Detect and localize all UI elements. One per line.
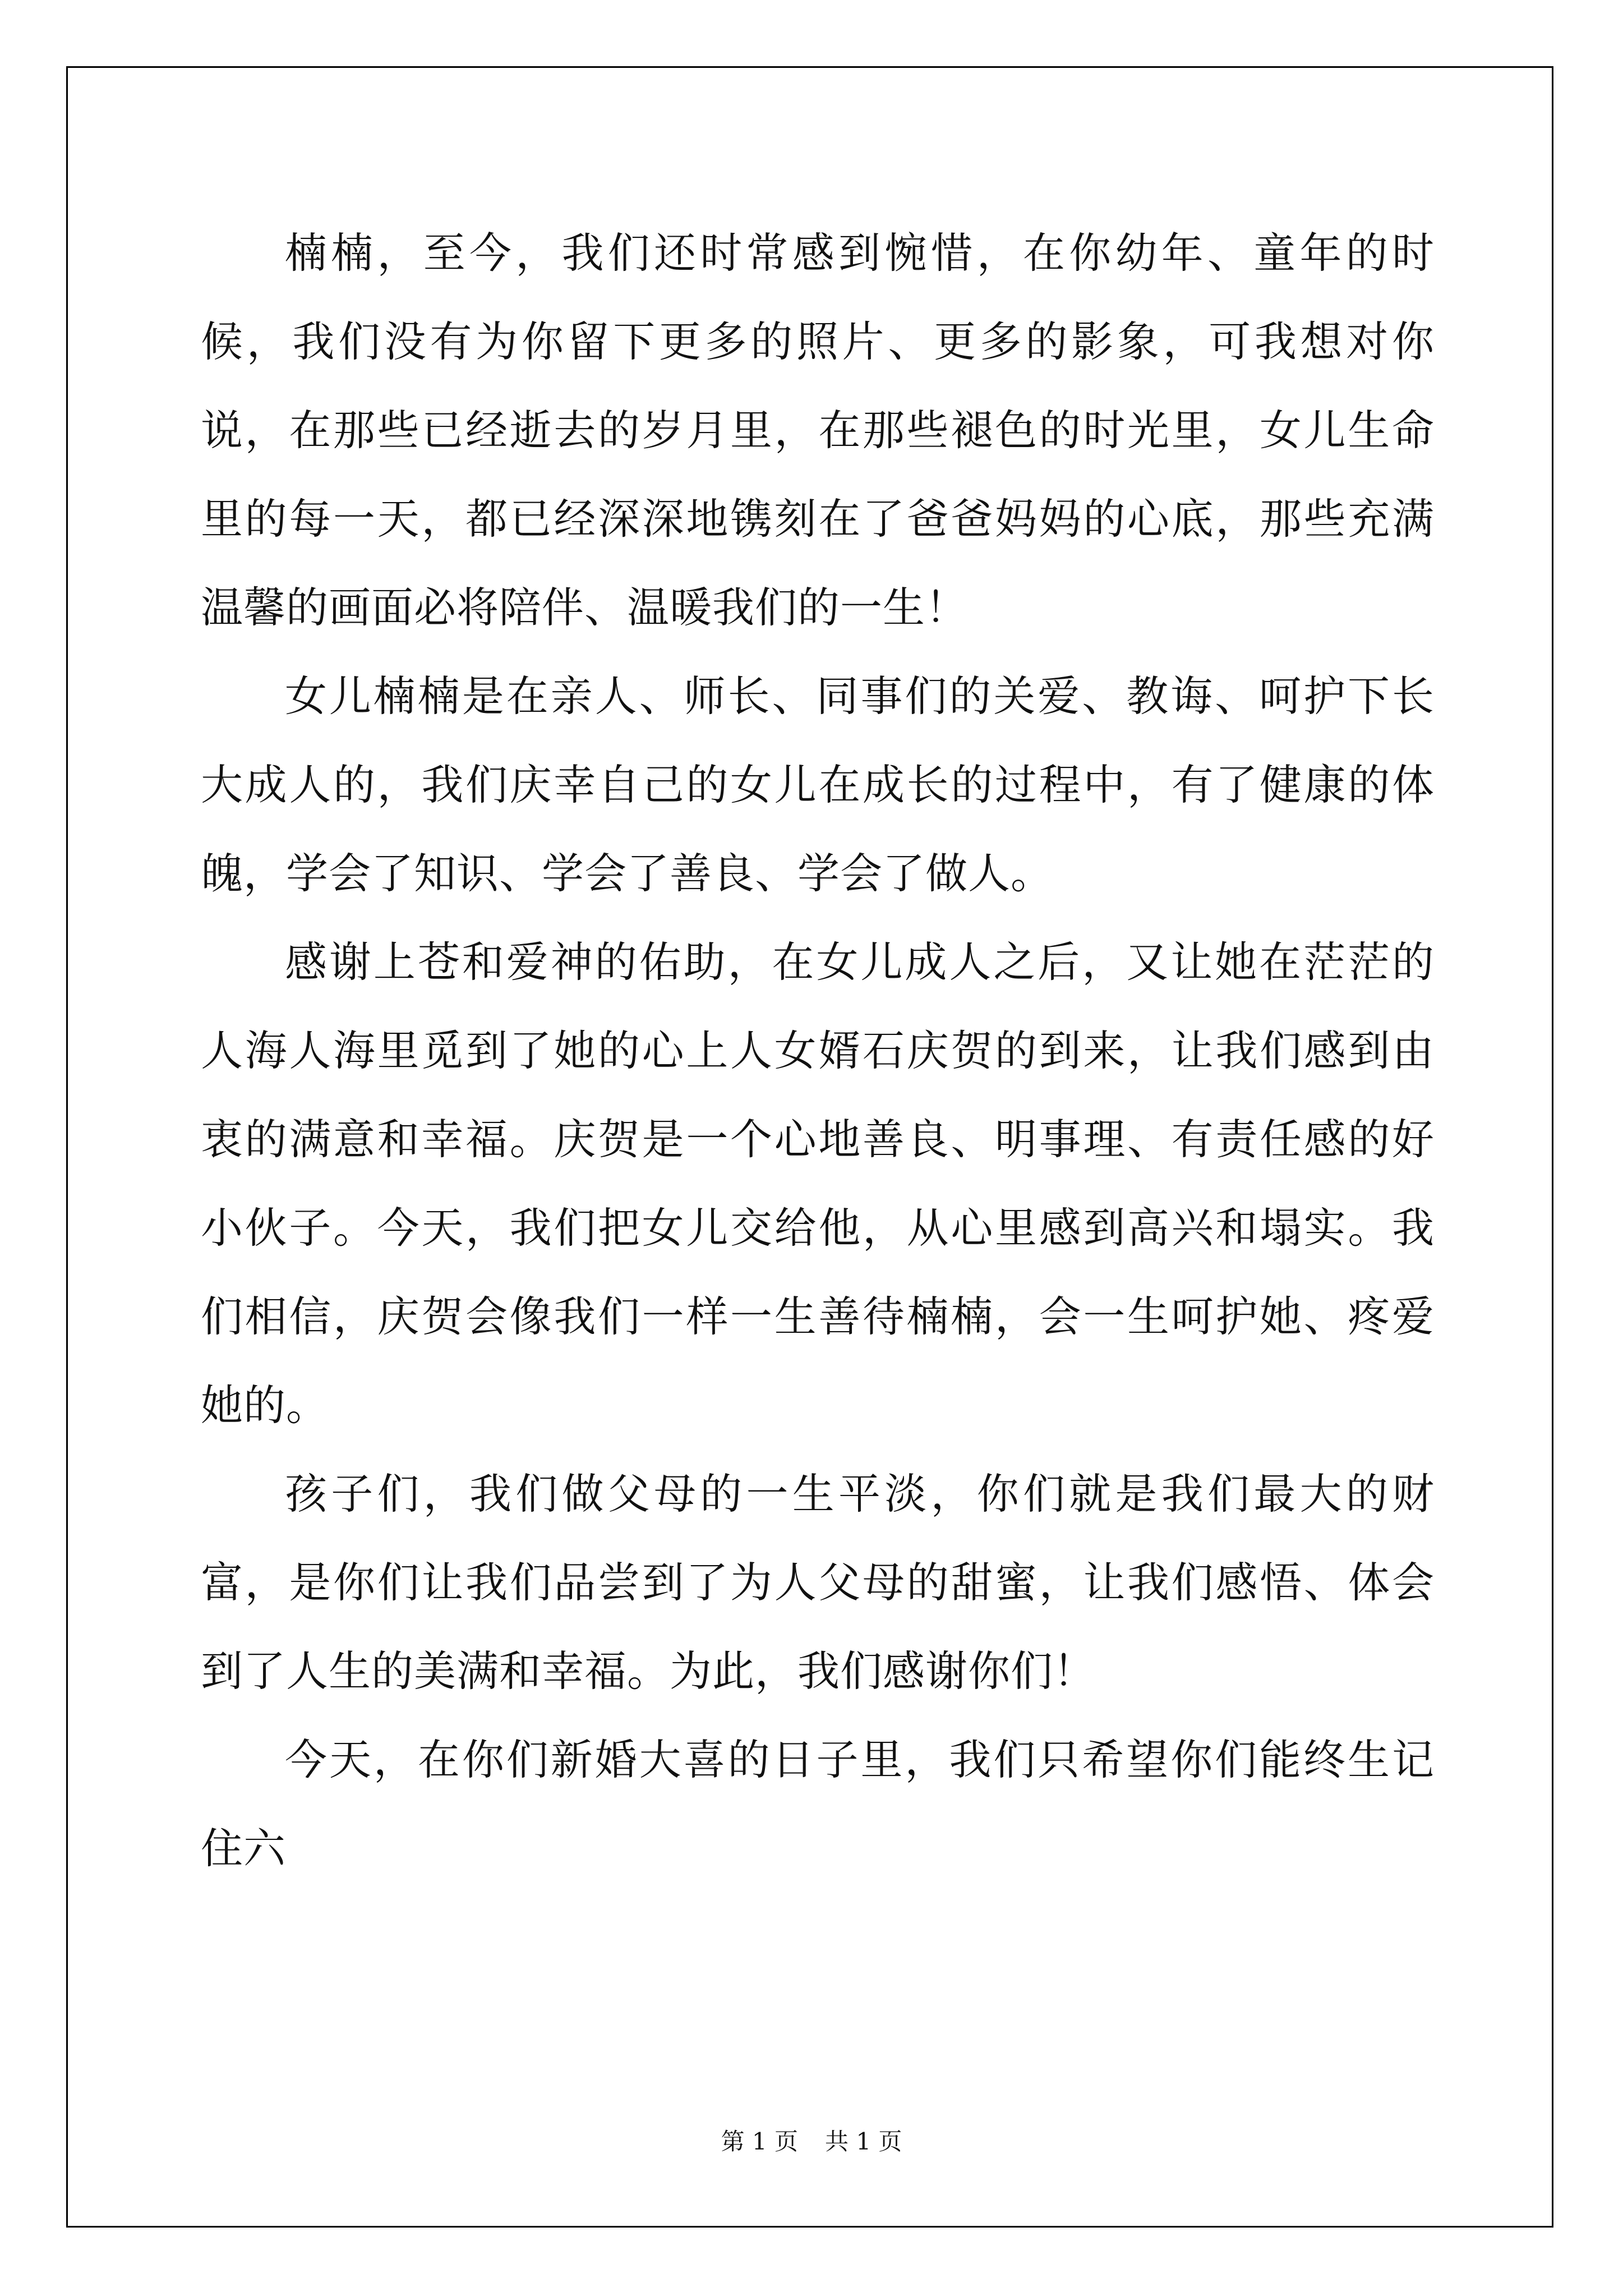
- paragraph: 孩子们，我们做父母的一生平淡，你们就是我们最大的财富，是你们让我们品尝到了为人父母的甜蜜，让我们感悟、体会到了人生的美满和幸福。为此，我们感谢你们！: [201, 1469, 1435, 1696]
- document-body: [201, 209, 1435, 1893]
- page-total: 共 1 页: [825, 2128, 902, 2155]
- paragraph: 今天，在你们新婚大喜的日子里，我们只希望你们能终生记住六: [201, 1735, 1435, 1873]
- page-footer: [0, 2123, 1623, 2157]
- page-number: 第 1 页: [721, 2128, 798, 2155]
- paragraph: 感谢上苍和爱神的佑助，在女儿成人之后，又让她在茫茫的人海人海里觅到了她的心上人女婿石庆贺的到来，让我们感到由衷的满意和幸福。庆贺是一个心地善良、明事理、有责任感的好小伙子。今天，我们把女儿交给他，从心里感到高兴和塌实。我们相信，庆贺会像我们一样一生善待楠楠，会一生呵护她、疼爱她的。: [201, 937, 1435, 1430]
- paragraph: 女儿楠楠是在亲人、师长、同事们的关爱、教诲、呵护下长大成人的，我们庆幸自己的女儿在成长的过程中，有了健康的体魄，学会了知识、学会了善良、学会了做人。: [201, 671, 1435, 898]
- paragraph: 楠楠，至今，我们还时常感到惋惜，在你幼年、童年的时候，我们没有为你留下更多的照片、更多的影象，可我想对你说，在那些已经逝去的岁月里，在那些褪色的时光里，女儿生命里的每一天，都已经深深地镌刻在了爸爸妈妈的心底，那些充满温馨的画面必将陪伴、温暖我们的一生！: [201, 228, 1435, 632]
